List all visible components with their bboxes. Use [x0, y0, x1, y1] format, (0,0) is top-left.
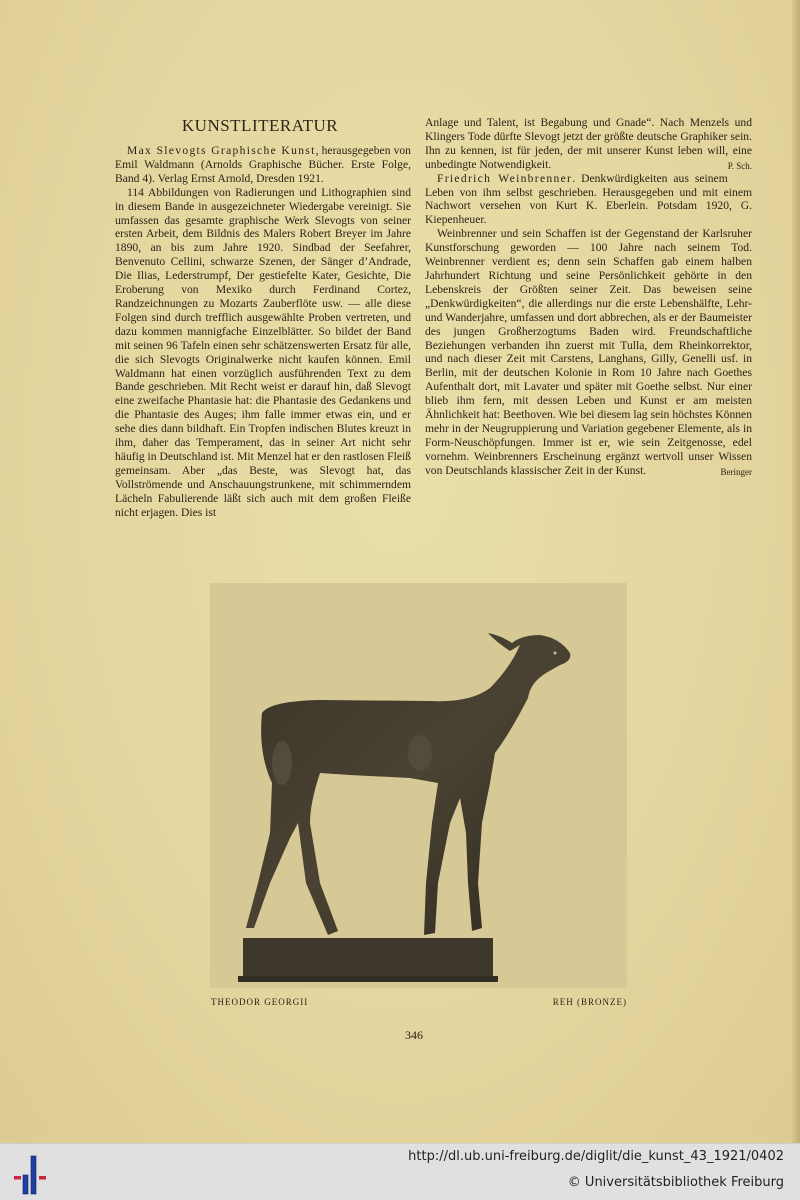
ub-freiburg-logo-icon [12, 1154, 48, 1196]
section-heading: KUNSTLITERATUR [181, 116, 339, 135]
review-2-body [425, 227, 752, 477]
highlight-shoulder [408, 735, 432, 771]
deer-sculpture-photo [210, 583, 627, 988]
review-2-signature: Beringer [720, 466, 752, 477]
review-1-signature: P. Sch. [727, 160, 752, 171]
review-1-continuation [425, 116, 752, 172]
permalink-url[interactable]: http://dl.ub.uni-freiburg.de/diglit/die_kunst_43_1921/0402 [408, 1149, 784, 1164]
deer-eye [554, 652, 557, 655]
plinth [243, 938, 493, 978]
copyright-notice: © Universitätsbibliothek Freiburg [567, 1175, 784, 1190]
review-2-body-text: Weinbrenner und sein Schaffen ist der Gegenstand der Karlsruher Kunstforschung geworden — 100 Jahre nach seinem Tod. Weinbrenner verdient es; denn sein Schaffen gab einem halben Jahrhundert Richtung und seine Persönlichkeit gehörte in den Lebenskreis der Größten seiner Zeit. Das beweisen seine „Denkwürdigkeiten“, die allerdings nur die erste Lebenshälfte, Lehr- und Wanderjahre, umfassen und dort abbrechen, als er der Baumeister des jungen Großherzogtums Baden wird. Freundschaftliche Beziehungen verbanden ihn zuerst mit Tulla, dem Rheinkorrektor, und nach dieser Zeit mit Carstens, Langhans, Gilly, Genelli usf. in Berlin, mit der deutschen Kolonie in Rom 10 Jahre nach Goethes Aufenthalt dort, mit Lavater und später mit Goethe selbst. Nur einer blieb ihm fern, mit dessen Leben und Kunst er am meisten Ähnlichkeit hat: Beethoven. Wie bei diesem lag sein höchstes Können mehr in der Neugruppierung und Variation gegebener Elemente, als in Form-Neuschöpfungen. Immer ist er, wie sein Zeitgenosse, edel vornehm. Weinbrenners Erscheinung ergänzt wertvoll unser Wissen von Deutschlands klassischer Zeit in der Kunst. [425, 227, 752, 477]
highlight-hip [272, 741, 292, 785]
plinth-base [238, 976, 498, 982]
caption-artist: THEODOR GEORGII [211, 997, 309, 1007]
deer-illustration [210, 583, 627, 988]
caption-title: REH (BRONZE) [552, 997, 627, 1007]
review-1-intro: , herausgegeben von Emil Waldmann (Arnolds Graphische Bücher. Erste Folge, Band 4). Verlag Ernst Arnold, Dresden 1921. [115, 144, 411, 185]
review-1-body: 114 Abbildungen von Radierungen und Lithographien sind in diesem Bande in ausgezeichneter Wiedergabe vereinigt. Sie umfassen das gesamte graphische Werk Slevogts von seiner ersten Arbeit, dem Bildnis des Malers Robert Breyer im Jahre 1890, an bis zum Jahre 1920. Sindbad der Seefahrer, Benvenuto Cellini, schwarze Szenen, der Sänger d’Andrade, Die Ilias, Lederstrumpf, Der gestiefelte Kater, Gesichte, Die Eroberung von Mexiko durch Ferdinand Cortez, Randzeichnungen zu Mozarts Zauberflöte usw. — alle diese Folgen sind durch trefflich ausgewählte Proben vertreten, und dazu kommen mannigfache Einzelblätter. So bildet der Band mit seinen 96 Tafeln einen sehr schätzenswerten Ersatz für alle, die sich Slevogts Originalwerke nicht kaufen können. Emil Waldmann hat einen vorzüglich ausführenden Text zu dem Bande geschrieben. Mit Recht weist er darauf hin, daß Slevogt eine zweifache Phantasie hat: die Phantasie des Gedankens und die Phantasie des Auges; ihm falle immer etwas ein, und er sehe dies dann bildhaft. Ein Tropfen indischen Blutes kreuzt in ihm, daher das Temperament, das in seiner Art nicht sehr häufig in Deutschland ist. Mit Menzel hat er den rastlosen Fleiß gemeinsam. Aber „das Beste, was Slevogt hat, das Vollströmende und Anschauungstrunkene, mit schimmerndem Lächeln Fabulierende läßt sich auch mit dem großen Fleiße nicht erjagen. Dies ist [115, 185, 411, 519]
right-column [425, 116, 752, 480]
review-2-intro: . Denkwürdigkeiten aus seinem Leben von ihm selbst geschrieben. Herausgegeben und mit einem Nachwort versehen von Kurt K. Eberlein. Potsdam 1920, G. Kiepenheuer. [425, 171, 752, 227]
page-edge [792, 0, 800, 1143]
left-column [115, 144, 411, 519]
review-2-title: Friedrich Weinbrenner [437, 171, 573, 185]
review-1-title: Max Slevogts Graphische Kunst [127, 144, 316, 157]
review-1-citation [115, 144, 411, 186]
review-2-citation [425, 172, 752, 228]
review-1-cont-text: Anlage und Talent, ist Begabung und Gnade“. Nach Menzels und Klingers Tode dürfte Slevogt jetzt der größte deutsche Graphiker sein. Ihn zu kennen, ist für jeden, der mit unserer Kunst leben will, eine unbedingte Notwendigkeit. [425, 116, 752, 171]
page-number: 346 [405, 1028, 423, 1042]
footer-bar [0, 1143, 800, 1200]
